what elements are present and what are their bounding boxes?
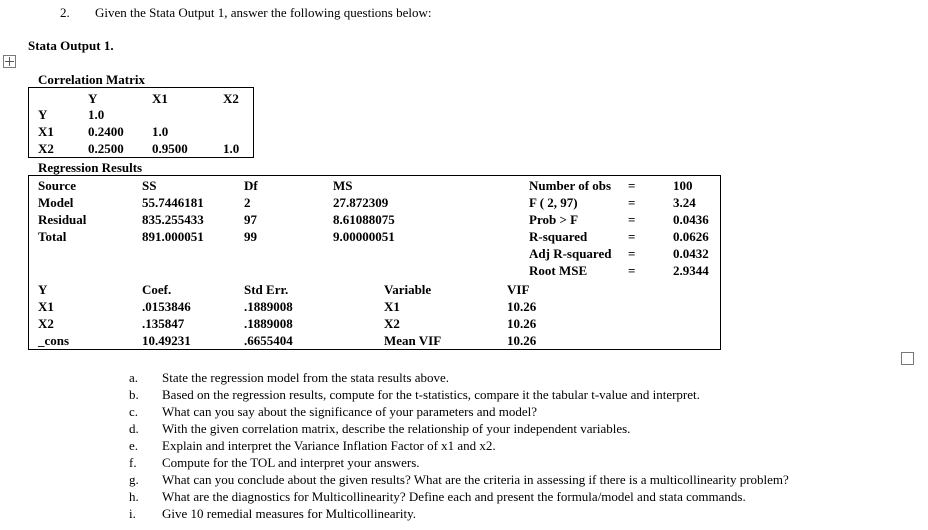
item-marker: i. [129, 506, 136, 521]
anova-source: Model [38, 195, 74, 210]
question-number: 2. [60, 5, 70, 20]
correlation-matrix-box [28, 87, 254, 158]
anova-ms: 8.61088075 [333, 212, 395, 227]
stat-label: F ( 2, 97) [529, 195, 578, 210]
coef-header-se: Std Err. [244, 282, 289, 297]
coef-value: 10.49231 [142, 333, 191, 348]
stat-eq: = [628, 178, 636, 193]
corr-cell: 1.0 [223, 141, 240, 156]
vif-var: X1 [384, 299, 400, 314]
corr-cell: 0.2400 [88, 124, 124, 139]
stat-eq: = [628, 195, 636, 210]
item-marker: g. [129, 472, 139, 487]
stat-value: 3.24 [673, 195, 696, 210]
list-item: What are the diagnostics for Multicollinearity? Define each and present the formula/model and stata commands. [162, 489, 746, 504]
anova-header-ms: MS [333, 178, 353, 193]
stat-label: Number of obs [529, 178, 612, 193]
stat-label: Adj R-squared [529, 246, 612, 261]
corr-cell: 0.9500 [152, 141, 188, 156]
correlation-title: Correlation Matrix [38, 72, 145, 87]
item-marker: a. [129, 370, 139, 385]
stat-eq: = [628, 263, 636, 278]
anova-header-ss: SS [142, 178, 157, 193]
anova-ss: 55.7446181 [142, 195, 204, 210]
stat-label: R-squared [529, 229, 588, 244]
coef-var: X1 [38, 299, 54, 314]
anova-source: Total [38, 229, 67, 244]
coef-se: .6655404 [244, 333, 293, 348]
item-marker: h. [129, 489, 139, 504]
item-marker: c. [129, 404, 139, 419]
vif-value: 10.26 [507, 333, 537, 348]
stat-value: 0.0432 [673, 246, 709, 261]
list-item: What can you conclude about the given results? What are the criteria in assessing if there is a multicollinearity problem? [162, 472, 789, 487]
question-text: Given the Stata Output 1, answer the following questions below: [95, 5, 432, 20]
coef-var: X2 [38, 316, 54, 331]
coef-var: _cons [38, 333, 70, 348]
coef-se: .1889008 [244, 299, 293, 314]
anova-ss: 891.000051 [142, 229, 204, 244]
anova-df: 99 [244, 229, 257, 244]
corr-cell: 1.0 [88, 107, 105, 122]
item-marker: e. [129, 438, 139, 453]
anova-header-source: Source [38, 178, 77, 193]
anova-df: 2 [244, 195, 251, 210]
list-item: Compute for the TOL and interpret your answers. [162, 455, 420, 470]
output-title: Stata Output 1. [28, 38, 114, 53]
anova-df: 97 [244, 212, 257, 227]
stat-label: Prob > F [529, 212, 579, 227]
item-marker: b. [129, 387, 139, 402]
stat-value: 100 [673, 178, 693, 193]
list-item: State the regression model from the stata results above. [162, 370, 450, 385]
coef-header-y: Y [38, 282, 48, 297]
vif-header-vif: VIF [507, 282, 530, 297]
vif-value: 10.26 [507, 299, 537, 314]
stat-value: 0.0436 [673, 212, 709, 227]
vif-value: 10.26 [507, 316, 537, 331]
vif-var: X2 [384, 316, 400, 331]
stat-eq: = [628, 212, 636, 227]
move-handle-icon[interactable] [3, 55, 16, 68]
list-item: Give 10 remedial measures for Multicollinearity. [162, 506, 417, 521]
corr-header-x2: X2 [223, 91, 239, 106]
stat-eq: = [628, 246, 636, 261]
corr-header-y: Y [88, 91, 98, 106]
anova-source: Residual [38, 212, 87, 227]
vif-header-variable: Variable [384, 282, 432, 297]
list-item: What can you say about the significance of your parameters and model? [162, 404, 538, 419]
corr-cell: 1.0 [152, 124, 169, 139]
anova-ms: 9.00000051 [333, 229, 395, 244]
corr-row-label: Y [38, 107, 48, 122]
item-marker: f. [129, 455, 137, 470]
item-marker: d. [129, 421, 139, 436]
corr-cell: 0.2500 [88, 141, 124, 156]
anova-ss: 835.255433 [142, 212, 204, 227]
coef-se: .1889008 [244, 316, 293, 331]
stat-value: 2.9344 [673, 263, 709, 278]
stat-value: 0.0626 [673, 229, 709, 244]
corr-row-label: X1 [38, 124, 54, 139]
coef-value: .0153846 [142, 299, 191, 314]
coef-value: .135847 [142, 316, 185, 331]
corr-row-label: X2 [38, 141, 54, 156]
vif-var: Mean VIF [384, 333, 442, 348]
anova-ms: 27.872309 [333, 195, 389, 210]
coef-header-coef: Coef. [142, 282, 172, 297]
regression-title: Regression Results [38, 160, 143, 175]
list-item: With the given correlation matrix, describe the relationship of your independent variables. [162, 421, 631, 436]
stat-label: Root MSE [529, 263, 588, 278]
list-item: Based on the regression results, compute for the t-statistics, compare it the tabular t-value and interpret. [162, 387, 700, 402]
anova-header-df: Df [244, 178, 258, 193]
list-item: Explain and interpret the Variance Inflation Factor of x1 and x2. [162, 438, 496, 453]
checkbox[interactable] [901, 352, 914, 365]
stat-eq: = [628, 229, 636, 244]
corr-header-x1: X1 [152, 91, 168, 106]
